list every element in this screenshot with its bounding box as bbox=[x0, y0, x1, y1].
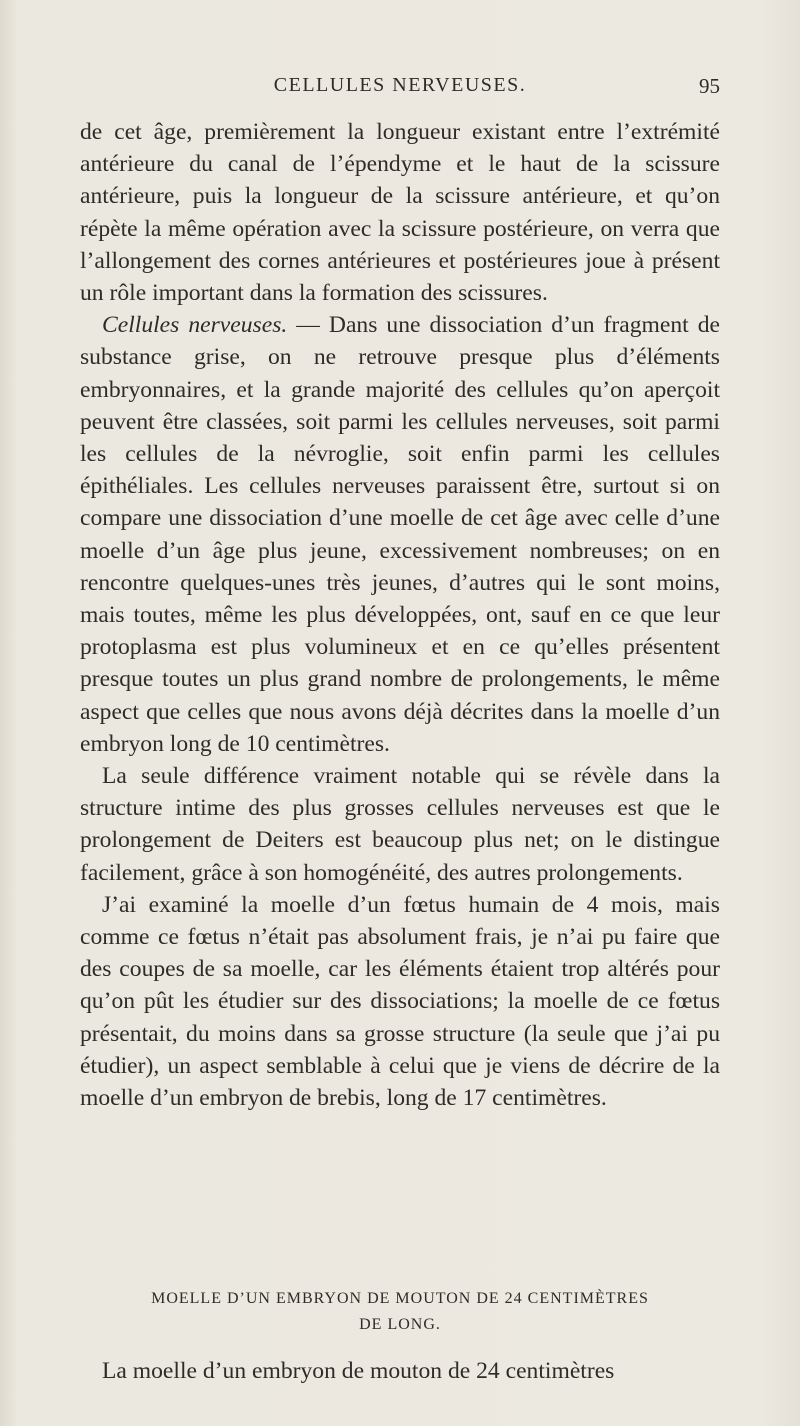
paragraph bbox=[80, 116, 720, 309]
paragraph bbox=[80, 889, 720, 1114]
running-head bbox=[80, 74, 720, 104]
section-heading bbox=[80, 1286, 720, 1338]
paragraph bbox=[80, 760, 720, 889]
subsection-title: Cellules nerveuses. bbox=[102, 312, 288, 339]
paragraph-start: La moelle d’un embryon de mouton de 24 centimètres bbox=[102, 1358, 615, 1384]
paragraph-text: J’ai examiné la moelle d’un fœtus humain de 4 mois, mais comme ce fœtus n’était pas absolument frais, je n’ai pu faire que des coupes de sa moelle, car les éléments étaient trop altérés pour qu’on pût les étudier sur des dissociations; la moelle de ce fœtus présentait, du moins dans sa grosse structure (la seule que j’ai pu étudier), un aspect semblable à celui que je viens de décrire de la moelle d’un embryon de brebis, long de 17 centimètres. bbox=[80, 891, 720, 1112]
section-heading-line-2: DE LONG. bbox=[359, 1316, 441, 1333]
paragraph-text: de cet âge, premièrement la longueur existant entre l’extrémité antérieure du canal de l’épendyme et le haut de la scissure antérieure, puis la longueur de la scissure antérieure, et qu’on répète la même opération avec la scissure postérieure, on verra que l’allongement des cornes antérieures et postérieures joue à présent un rôle important dans la formation des scissures. bbox=[80, 119, 720, 307]
section-heading-line-1: MOELLE D’UN EMBRYON DE MOUTON DE 24 CENTIMÈTRES bbox=[151, 1290, 649, 1307]
paragraph-text: La seule différence vraiment notable qui se révèle dans la structure intime des plus grosses cellules nerveuses est que le prolongement de Deiters est beaucoup plus net; on le distingue facilement, grâce à son homogénéité, des autres prolongements. bbox=[80, 763, 720, 886]
body-text bbox=[80, 116, 720, 1114]
running-title: CELLULES NERVEUSES. bbox=[273, 74, 527, 96]
paragraph bbox=[80, 309, 720, 760]
paragraph-text: — Dans une dissociation d’un fragment de substance grise, on ne retrouve presque plus d’éléments embryonnaires, et la grande majorité des cellules qu’on aperçoit peuvent être classées, soit parmi les cellules nerveuses, soit parmi les cellules de la névroglie, soit enfin parmi les cellules épithéliales. Les cellules nerveuses paraissent être, surtout si on compare une dissociation d’une moelle de cet âge avec celle d’une moelle d’un âge plus jeune, excessivement nombreuses; on en rencontre quelques-unes très jeunes, d’autres qui le sont moins, mais toutes, même les plus développées, ont, sauf en ce que leur protoplasma est plus volumineux et en ce qu’elles présentent presque toutes un plus grand nombre de prolongements, le même aspect que celles que nous avons déjà décrites dans la moelle d’un embryon long de 10 centimètres. bbox=[80, 312, 720, 757]
page-number: 95 bbox=[699, 74, 720, 98]
